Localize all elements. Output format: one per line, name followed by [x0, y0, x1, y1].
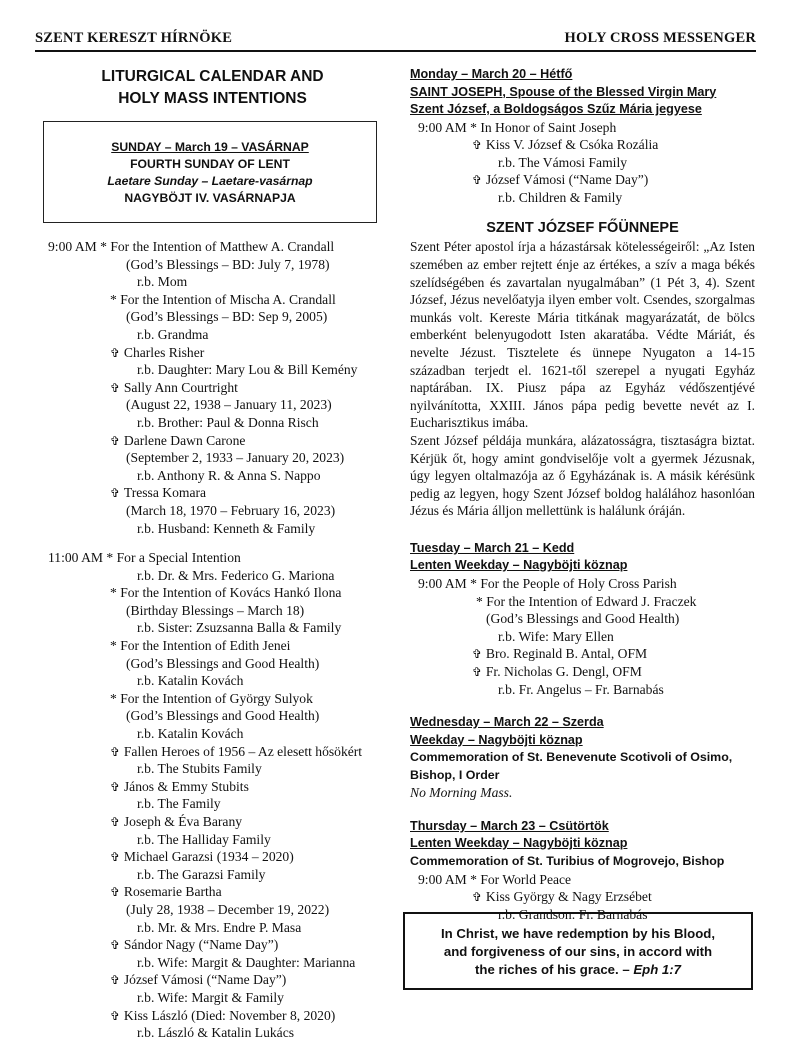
intention-line: [48, 760, 408, 778]
intention-line: [48, 919, 408, 937]
tuesday-mass-list: [410, 575, 755, 698]
intention-line: [48, 379, 408, 397]
intention-line: [48, 725, 408, 743]
deceased-name: ✞ Kiss György & Nagy Erzsébet: [472, 889, 652, 905]
intention-line: [48, 602, 408, 620]
intention-text: r.b. Fr. Angelus – Fr. Barnabás: [498, 681, 664, 697]
intention-line: [410, 871, 755, 889]
thursday-commemoration: Commemoration of St. Turibius of Mogrovejo, Bishop: [410, 853, 725, 868]
intention-line: [410, 610, 755, 628]
mass-block-gap: [48, 537, 408, 549]
intention-text: r.b. Children & Family: [498, 189, 623, 205]
monday-mass-list: [410, 119, 755, 207]
intention-line: [410, 628, 755, 646]
cross-icon: ✞: [472, 664, 486, 679]
intention-text: r.b. Brother: Paul & Donna Risch: [137, 414, 319, 430]
intention-text: r.b. Daughter: Mary Lou & Bill Kemény: [137, 362, 358, 378]
intention-text: 9:00 AM * For the Intention of Matthew A. Crandall: [48, 239, 335, 254]
cross-icon: ✞: [472, 173, 486, 188]
intention-line: [410, 681, 755, 699]
intention-line: [410, 189, 755, 207]
thursday-feast: Lenten Weekday – Nagyböjti köznap: [410, 836, 628, 851]
cross-icon: ✞: [472, 647, 486, 662]
intention-line: [410, 888, 755, 906]
intention-line: [48, 344, 408, 362]
intention-text: r.b. Katalin Kovách: [137, 673, 244, 689]
intention-line: [48, 672, 408, 690]
intention-line: [410, 171, 755, 189]
left-column: [40, 66, 385, 205]
intention-line: [410, 645, 755, 663]
intention-text: 11:00 AM * For a Special Intention: [48, 550, 241, 566]
deceased-name: ✞ János & Emmy Stubits: [110, 778, 249, 794]
calendar-title-line2: HOLY MASS INTENTIONS: [118, 90, 307, 107]
cross-icon: ✞: [110, 486, 124, 501]
intention-line: [48, 707, 408, 725]
cross-icon: ✞: [110, 779, 124, 794]
intention-line: [48, 256, 408, 274]
intention-line: [48, 291, 408, 309]
wednesday-note: No Morning Mass.: [410, 785, 513, 801]
intention-line: [48, 866, 408, 884]
deceased-name: ✞ Michael Garazsi (1934 – 2020): [110, 849, 294, 865]
intention-text: r.b. Katalin Kovách: [137, 726, 244, 742]
deceased-name: ✞ Kiss V. József & Csóka Rozália: [472, 137, 659, 153]
calendar-title: [40, 66, 385, 110]
page-header: [35, 28, 756, 52]
intention-line: [48, 989, 408, 1007]
intention-line: [48, 954, 408, 972]
intention-line: [48, 432, 408, 450]
deceased-name: ✞ Rosemarie Bartha: [110, 884, 222, 900]
intention-text: * For the Intention of Kovács Hankó Ilona: [110, 585, 342, 601]
intention-line: [48, 520, 408, 538]
joseph-paragraph-1: Szent Péter apostol írja a házastársak kötelességeiről: „Az Isten szemében az ember rejtett énje az értékes, a szív a maga békés szelídségében és zavartalan nyugalmában” (1 Pét 3, 4). Szent József, Jézus nevelőatyja ilyen ember volt. Csendes, szorgalmas munkás volt. Kereste Mária titkának magyarázatát, de bölcs emberként belenyugodott Isten akaratába. Védte Máriát, és nevelte Jézust. Tisztelete és ünnepe Nyugaton a 14-15 században terjedt el. 1621-től szerepel a nyugati Egyház naptárában. IX. Piusz pápa az Egyház védőszentjévé nyilvánította, XXIII. János pápa pedig bevette nevét az I. Eucharisztikus imába.: [410, 239, 755, 431]
intention-line: [48, 361, 408, 379]
quote-line3-text: the riches of his grace. –: [475, 962, 630, 977]
intention-text: r.b. Mom: [137, 274, 188, 290]
intention-text: r.b. Sister: Zsuzsanna Balla & Family: [137, 620, 342, 636]
intention-text: * For the Intention of Edward J. Fraczek: [476, 593, 697, 609]
cross-icon: ✞: [110, 973, 124, 988]
intention-line: [410, 593, 755, 611]
intention-line: [48, 414, 408, 432]
intention-text: (God’s Blessings and Good Health): [126, 655, 320, 671]
tuesday-date: Tuesday – March 21 – Kedd: [410, 540, 575, 555]
intention-line: [48, 1024, 408, 1042]
calendar-title-line1: LITURGICAL CALENDAR AND: [101, 68, 324, 85]
cross-icon: ✞: [472, 890, 486, 905]
cross-icon: ✞: [110, 850, 124, 865]
intention-line: [48, 502, 408, 520]
intention-text: * For the Intention of Edith Jenei: [110, 638, 291, 654]
cross-icon: ✞: [110, 433, 124, 448]
cross-icon: ✞: [472, 138, 486, 153]
wednesday-commemoration-1: Commemoration of St. Benevenute Scotivoli of Osimo,: [410, 750, 733, 765]
intention-text: r.b. Grandson: Fr. Barnabás: [498, 906, 648, 922]
cross-icon: ✞: [110, 1008, 124, 1023]
intention-line: [48, 971, 408, 989]
joseph-paragraph-2: Szent József példája munkára, alázatosságra, tisztaságra biztat. Kérjük őt, hogy amint gondviselője volt a gyermek Jézusnak, úgy legyen oltalmazója az ő Egyházának is. A másik kérésünk pedig az legyen, hogy Szent József boldog halálához hasonlóan Jézus és Mária álljon mellettünk is halálunk óráján.: [410, 433, 755, 519]
intention-text: r.b. Mr. & Mrs. Endre P. Masa: [137, 919, 302, 935]
intention-line: [48, 795, 408, 813]
intention-line: [410, 136, 755, 154]
cross-icon: ✞: [110, 938, 124, 953]
intention-line: [48, 883, 408, 901]
deceased-name: ✞ Charles Risher: [110, 344, 205, 360]
intention-line: [48, 690, 408, 708]
intention-text: 9:00 AM * For World Peace: [418, 871, 572, 887]
deceased-name: ✞ Kiss László (Died: November 8, 2020): [110, 1007, 336, 1023]
intention-line: [48, 567, 408, 585]
intention-text: 9:00 AM * For the People of Holy Cross Parish: [418, 575, 677, 591]
intention-text: r.b. The Garazsi Family: [137, 866, 266, 882]
sunday-line1: FOURTH SUNDAY OF LENT: [130, 157, 290, 171]
intention-line: [48, 655, 408, 673]
quote-line1: In Christ, we have redemption by his Blood,: [440, 926, 716, 941]
intention-text: (God’s Blessings and Good Health): [126, 708, 320, 724]
intention-text: * For the Intention of Mischa A. Crandall: [110, 291, 336, 307]
deceased-name: ✞ Joseph & Éva Barany: [110, 814, 243, 829]
cross-icon: ✞: [110, 815, 124, 829]
intention-line: [48, 619, 408, 637]
intention-line: [410, 119, 755, 137]
intention-line: [410, 575, 755, 593]
deceased-name: ✞ József Vámosi (“Name Day”): [110, 972, 287, 988]
intention-line: [48, 637, 408, 655]
scripture-quote-box: [403, 912, 753, 990]
intention-text: r.b. The Halliday Family: [137, 831, 271, 847]
intention-line: [48, 238, 408, 256]
intention-line: [48, 449, 408, 467]
sunday-date: SUNDAY – March 19 – VASÁRNAP: [111, 140, 309, 154]
quote-line2: and forgiveness of our sins, in accord with: [443, 944, 713, 959]
intention-line: [48, 484, 408, 502]
intention-line: [48, 901, 408, 919]
intention-text: (August 22, 1938 – January 11, 2023): [126, 397, 332, 413]
wednesday-feast: Weekday – Nagyböjti köznap: [410, 732, 583, 747]
right-column: [410, 66, 755, 923]
intention-text: (God’s Blessings and Good Health): [486, 611, 680, 627]
intention-line: [48, 467, 408, 485]
monday-feast-hu: Szent József, a Boldogságos Szűz Mária jegyese: [410, 102, 702, 116]
intention-line: [48, 273, 408, 291]
intention-line: [48, 549, 408, 567]
intention-line: [48, 584, 408, 602]
wednesday-date: Wednesday – March 22 – Szerda: [410, 715, 604, 730]
sunday-box: [43, 121, 377, 223]
intention-line: [48, 396, 408, 414]
intention-text: r.b. Wife: Margit & Daughter: Marianna: [137, 954, 356, 970]
intention-text: r.b. Dr. & Mrs. Federico G. Mariona: [137, 567, 335, 583]
deceased-name: ✞ Fallen Heroes of 1956 – Az elesett hősökért: [110, 743, 363, 759]
intention-text: (God’s Blessings – BD: Sep 9, 2005): [126, 309, 328, 325]
intention-line: [48, 831, 408, 849]
intention-text: r.b. The Family: [137, 796, 221, 812]
intention-line: [48, 743, 408, 761]
intention-text: (July 28, 1938 – December 19, 2022): [126, 901, 330, 917]
intention-line: [48, 1007, 408, 1025]
quote-line3: [405, 961, 751, 979]
intention-text: r.b. Grandma: [137, 326, 209, 342]
deceased-name: ✞ Tressa Komara: [110, 485, 207, 501]
cross-icon: ✞: [110, 380, 124, 395]
intention-text: r.b. The Stubits Family: [137, 761, 262, 777]
deceased-name: ✞ Darlene Dawn Carone: [110, 432, 246, 448]
intention-line: [410, 663, 755, 681]
intention-line: [48, 848, 408, 866]
intention-line: [48, 778, 408, 796]
intention-line: [48, 813, 408, 831]
intention-line: [410, 154, 755, 172]
deceased-name: ✞ Sándor Nagy (“Name Day”): [110, 937, 279, 953]
intention-text: r.b. The Vámosi Family: [498, 154, 628, 170]
intention-line: [48, 936, 408, 954]
cross-icon: ✞: [110, 885, 124, 900]
intention-text: r.b. László & Katalin Lukács: [137, 1025, 295, 1041]
cross-icon: ✞: [110, 345, 124, 360]
header-left-title: SZENT KERESZT HÍRNÖKE: [35, 30, 233, 46]
deceased-name: ✞ Bro. Reginald B. Antal, OFM: [472, 646, 648, 662]
thursday-date: Thursday – March 23 – Csütörtök: [410, 818, 609, 833]
intention-text: r.b. Wife: Mary Ellen: [498, 628, 614, 644]
quote-reference: Eph 1:7: [633, 962, 681, 977]
sunday-line2: Laetare Sunday – Laetare-vasárnap: [107, 174, 313, 188]
intention-text: r.b. Anthony R. & Anna S. Nappo: [137, 467, 321, 483]
deceased-name: ✞ Fr. Nicholas G. Dengl, OFM: [472, 663, 642, 679]
wednesday-commemoration-2: Bishop, I Order: [410, 767, 500, 782]
intention-text: (God’s Blessings – BD: July 7, 1978): [126, 256, 330, 272]
intention-text: (Birthday Blessings – March 18): [126, 602, 305, 618]
intention-text: * For the Intention of György Sulyok: [110, 690, 313, 706]
tuesday-feast: Lenten Weekday – Nagyböjti köznap: [410, 558, 628, 573]
intention-text: r.b. Wife: Margit & Family: [137, 989, 284, 1005]
monday-feast-en: SAINT JOSEPH, Spouse of the Blessed Virgin Mary: [410, 84, 717, 99]
cross-icon: ✞: [110, 744, 124, 759]
deceased-name: ✞ Sally Ann Courtright: [110, 379, 238, 395]
intention-text: 9:00 AM * In Honor of Saint Joseph: [418, 119, 617, 135]
monday-date: Monday – March 20 – Hétfő: [410, 67, 573, 81]
sunday-mass-list: [48, 238, 408, 1042]
intention-line: [48, 326, 408, 344]
sunday-line3: NAGYBÖJT IV. VASÁRNAPJA: [124, 191, 296, 205]
deceased-name: ✞ József Vámosi (“Name Day”): [472, 172, 649, 188]
joseph-section-title: SZENT JÓZSEF FŐÜNNEPE: [486, 220, 679, 237]
intention-text: r.b. Husband: Kenneth & Family: [137, 520, 316, 536]
intention-text: (March 18, 1970 – February 16, 2023): [126, 502, 336, 518]
intention-text: (September 2, 1933 – January 20, 2023): [126, 450, 345, 466]
intention-line: [48, 308, 408, 326]
header-right-title: HOLY CROSS MESSENGER: [564, 30, 756, 46]
